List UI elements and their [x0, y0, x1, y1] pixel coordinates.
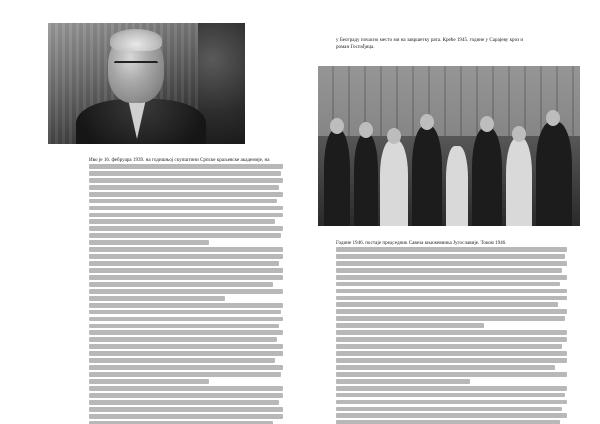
text-line — [336, 358, 567, 363]
text-line — [89, 247, 283, 252]
text-line — [89, 324, 279, 329]
text-line — [89, 261, 279, 266]
text-line — [89, 206, 283, 211]
text-line — [336, 323, 484, 328]
text-line — [89, 303, 283, 308]
text-line — [336, 254, 565, 259]
text-line — [89, 351, 283, 356]
text-line — [89, 317, 283, 322]
text-line — [89, 268, 283, 273]
right-text-lines — [336, 247, 567, 424]
text-line — [336, 420, 560, 424]
text-line — [336, 407, 562, 412]
text-line — [336, 302, 558, 307]
text-line — [89, 185, 279, 190]
text-line — [89, 178, 283, 183]
text-line — [336, 247, 567, 252]
text-line — [89, 289, 283, 294]
text-line — [336, 330, 567, 335]
text-line — [89, 365, 283, 370]
text-line — [89, 233, 281, 238]
text-line — [89, 164, 283, 169]
text-line — [336, 344, 562, 349]
text-line — [89, 296, 225, 301]
text-line — [89, 254, 283, 259]
portrait-photo — [48, 23, 245, 144]
text-line — [89, 358, 275, 363]
text-line — [336, 400, 567, 405]
text-line — [336, 413, 567, 418]
text-line — [89, 407, 283, 412]
text-line — [89, 372, 281, 377]
text-line — [336, 386, 567, 391]
text-line — [336, 282, 560, 287]
text-line — [89, 386, 283, 391]
text-line — [89, 213, 283, 218]
text-line — [336, 289, 567, 294]
right-paragraph-start: Године 1946. постаје председник Савеза књижевника Југославије. Током 1946. — [336, 240, 507, 246]
text-line — [89, 282, 273, 287]
left-paragraph-start: Иво је 16. фебруара 1939. на годишњој скупштини Српске краљевске академије, на — [89, 157, 270, 163]
text-line — [89, 219, 275, 224]
text-line — [89, 199, 277, 204]
text-line — [89, 379, 209, 384]
text-line — [336, 275, 567, 280]
text-line — [89, 310, 281, 315]
text-line — [89, 344, 283, 349]
left-page-text — [89, 157, 283, 424]
text-line — [89, 192, 283, 197]
text-line — [89, 171, 281, 176]
right-page-text — [336, 240, 567, 424]
text-line — [89, 421, 273, 424]
text-line — [336, 351, 567, 356]
right-top-line-1: у Београду почасно место ми на завршетку рата. Креће 1945. године у Сарајеву кроз и — [336, 37, 524, 43]
text-line — [336, 316, 565, 321]
text-line — [89, 393, 283, 398]
right-top-line-2: роман Госпођица. — [336, 43, 375, 50]
text-line — [336, 379, 470, 384]
text-line — [89, 226, 283, 231]
text-line — [336, 365, 555, 370]
ceremony-photo — [318, 66, 580, 226]
right-page-top-text — [336, 37, 546, 51]
text-line — [89, 275, 283, 280]
text-line — [336, 261, 567, 266]
text-line — [89, 330, 283, 335]
text-line — [336, 337, 567, 342]
text-line — [336, 393, 565, 398]
text-line — [89, 400, 279, 405]
text-line — [336, 268, 562, 273]
left-text-lines — [89, 164, 283, 424]
text-line — [89, 414, 283, 419]
text-line — [336, 309, 567, 314]
text-line — [89, 240, 209, 245]
text-line — [336, 372, 567, 377]
text-line — [89, 337, 277, 342]
text-line — [336, 296, 567, 301]
